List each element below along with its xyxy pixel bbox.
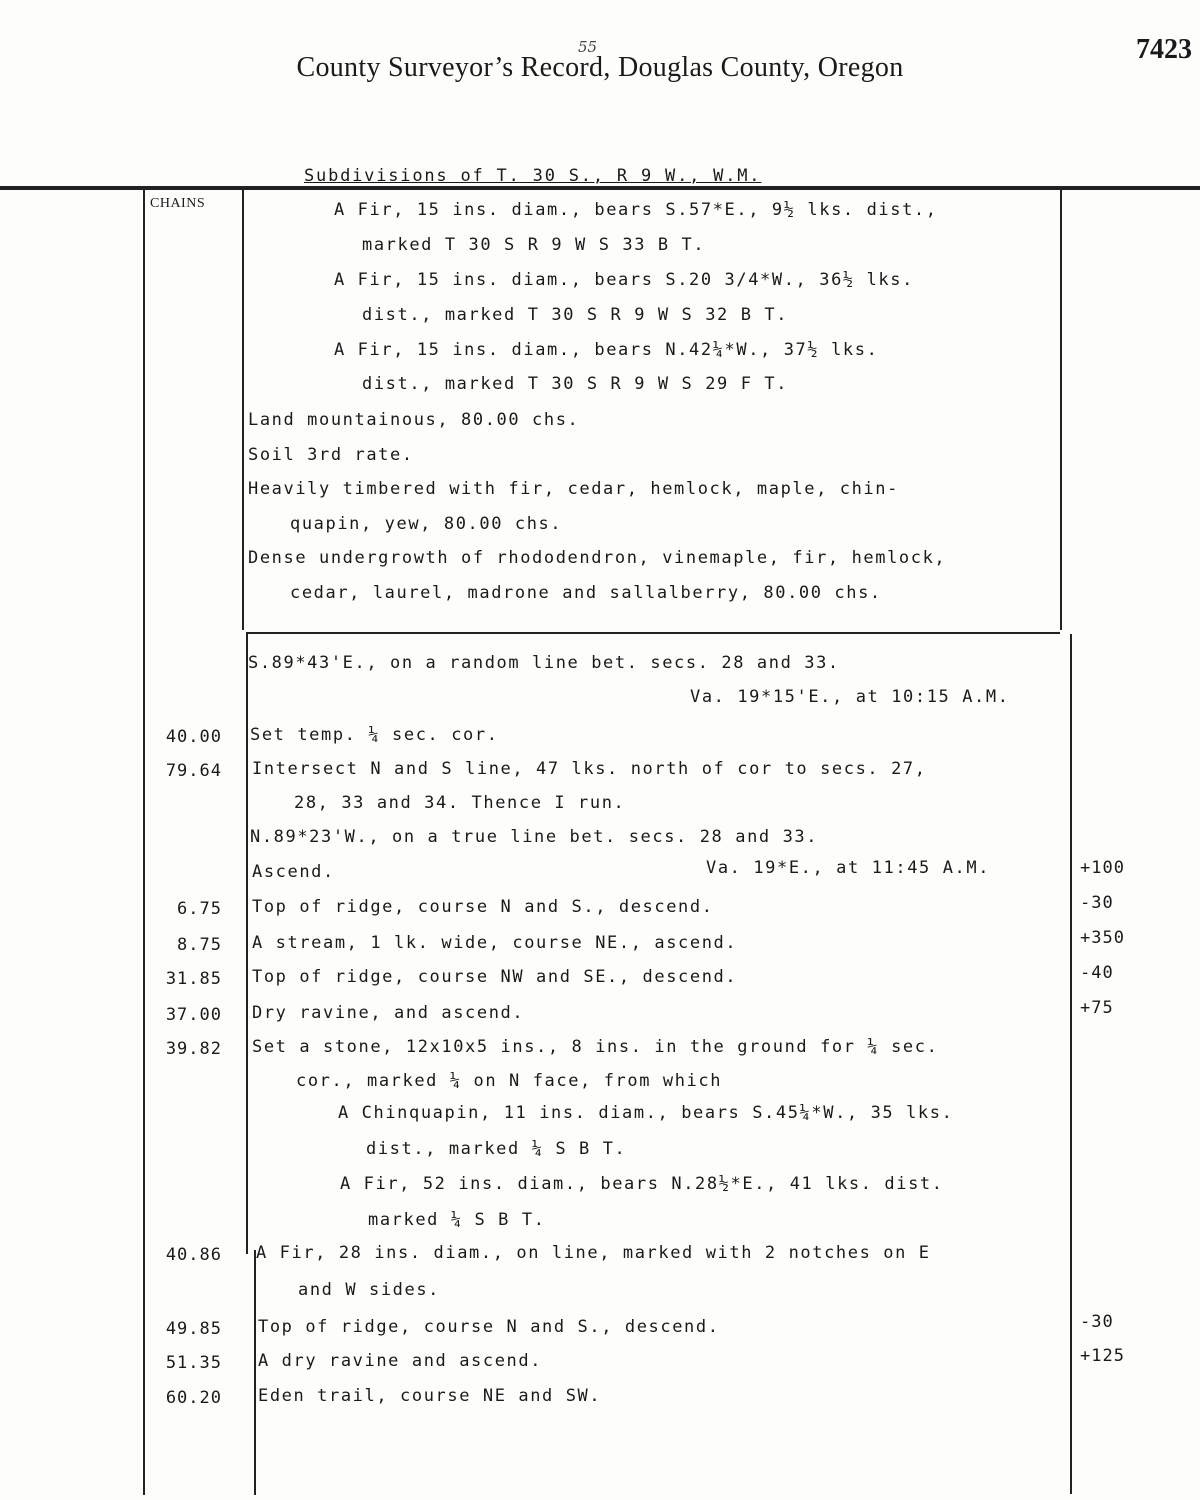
record-line: Top of ridge, course N and S., descend. bbox=[258, 1317, 720, 1337]
elevation-change: -40 bbox=[1080, 963, 1114, 983]
record-line: A Chinquapin, 11 ins. diam., bears S.45¼*W., 35 lks. bbox=[338, 1103, 954, 1123]
handwritten-page-note: 55 bbox=[578, 38, 598, 56]
record-line: Eden trail, course NE and SW. bbox=[258, 1386, 602, 1406]
top-rule bbox=[0, 186, 1200, 190]
chain-distance: 39.82 bbox=[165, 1039, 222, 1059]
elevation-change: +100 bbox=[1080, 858, 1125, 878]
record-line: Intersect N and S line, 47 lks. north of cor to secs. 27, bbox=[252, 759, 927, 779]
chain-distance: 40.86 bbox=[165, 1245, 222, 1265]
record-line: Heavily timbered with fir, cedar, hemlock, maple, chin- bbox=[248, 479, 899, 499]
record-line: Top of ridge, course NW and SE., descend. bbox=[252, 967, 738, 987]
chain-distance: 49.85 bbox=[165, 1319, 222, 1339]
subdivision-subtitle: Subdivisions of T. 30 S., R 9 W., W.M. bbox=[304, 166, 762, 186]
record-line: Set temp. ¼ sec. cor. bbox=[250, 725, 499, 745]
record-line: Dense undergrowth of rhododendron, vinemaple, fir, hemlock, bbox=[248, 548, 947, 568]
record-line: Set a stone, 12x10x5 ins., 8 ins. in the ground for ¼ sec. bbox=[252, 1037, 939, 1057]
record-line: Dry ravine, and ascend. bbox=[252, 1003, 525, 1023]
record-line: Va. 19*15'E., at 10:15 A.M. bbox=[690, 687, 1010, 707]
page-number: 7423 bbox=[1136, 34, 1192, 65]
record-line: marked T 30 S R 9 W S 33 B T. bbox=[362, 235, 706, 255]
record-line: A Fir, 52 ins. diam., bears N.28½*E., 41 lks. dist. bbox=[340, 1174, 944, 1194]
record-line: A stream, 1 lk. wide, course NE., ascend. bbox=[252, 933, 738, 953]
record-line: Ascend. bbox=[252, 862, 335, 882]
text-column-right-border-lower bbox=[1070, 634, 1072, 1494]
chain-distance: 37.00 bbox=[165, 1005, 222, 1025]
chain-distance: 31.85 bbox=[165, 969, 222, 989]
elevation-change: +75 bbox=[1080, 998, 1114, 1018]
chain-distance: 79.64 bbox=[165, 761, 222, 781]
chain-distance: 60.20 bbox=[165, 1388, 222, 1408]
elevation-change: +350 bbox=[1080, 928, 1125, 948]
record-title: County Surveyor’s Record, Douglas County, Oregon bbox=[296, 52, 904, 83]
record-line: quapin, yew, 80.00 chs. bbox=[290, 514, 563, 534]
elevation-change: -30 bbox=[1080, 1312, 1114, 1332]
chains-column-right-border-lower bbox=[254, 1250, 256, 1495]
chain-distance: 40.00 bbox=[165, 727, 222, 747]
chains-column-right-border-middle bbox=[246, 634, 248, 1254]
record-line: A Fir, 28 ins. diam., on line, marked with 2 notches on E bbox=[256, 1243, 931, 1263]
record-line: S.89*43'E., on a random line bet. secs. 28 and 33. bbox=[248, 653, 840, 673]
record-line: dist., marked T 30 S R 9 W S 32 B T. bbox=[362, 305, 789, 325]
text-column-right-border-upper bbox=[1060, 190, 1062, 630]
record-line: cedar, laurel, madrone and sallalberry, 80.00 chs. bbox=[290, 583, 882, 603]
chains-column-right-border-upper bbox=[242, 190, 244, 630]
record-line: A Fir, 15 ins. diam., bears S.20 3/4*W., 36½ lks. bbox=[334, 270, 914, 290]
record-line: Soil 3rd rate. bbox=[248, 445, 414, 465]
record-line: dist., marked T 30 S R 9 W S 29 F T. bbox=[362, 374, 789, 394]
record-line: Va. 19*E., at 11:45 A.M. bbox=[706, 858, 991, 878]
record-line: A Fir, 15 ins. diam., bears S.57*E., 9½ lks. dist., bbox=[334, 200, 938, 220]
record-line: and W sides. bbox=[298, 1280, 441, 1300]
chain-distance: 6.75 bbox=[177, 899, 222, 919]
record-line: A Fir, 15 ins. diam., bears N.42¼*W., 37½ lks. bbox=[334, 340, 879, 360]
record-line: marked ¼ S B T. bbox=[368, 1210, 546, 1230]
elevation-change: +125 bbox=[1080, 1346, 1125, 1366]
section-divider bbox=[246, 632, 1060, 634]
chains-column-header: CHAINS bbox=[150, 196, 206, 211]
record-line: N.89*23'W., on a true line bet. secs. 28 and 33. bbox=[250, 827, 819, 847]
elevation-change: -30 bbox=[1080, 893, 1114, 913]
record-line: 28, 33 and 34. Thence I run. bbox=[294, 793, 626, 813]
chain-distance: 51.35 bbox=[165, 1353, 222, 1373]
record-line: cor., marked ¼ on N face, from which bbox=[296, 1071, 723, 1091]
chains-column-left-border bbox=[143, 190, 145, 1495]
chain-distance: 8.75 bbox=[177, 935, 222, 955]
record-line: Top of ridge, course N and S., descend. bbox=[252, 897, 714, 917]
record-line: dist., marked ¼ S B T. bbox=[366, 1139, 627, 1159]
record-line: Land mountainous, 80.00 chs. bbox=[248, 410, 580, 430]
record-line: A dry ravine and ascend. bbox=[258, 1351, 543, 1371]
